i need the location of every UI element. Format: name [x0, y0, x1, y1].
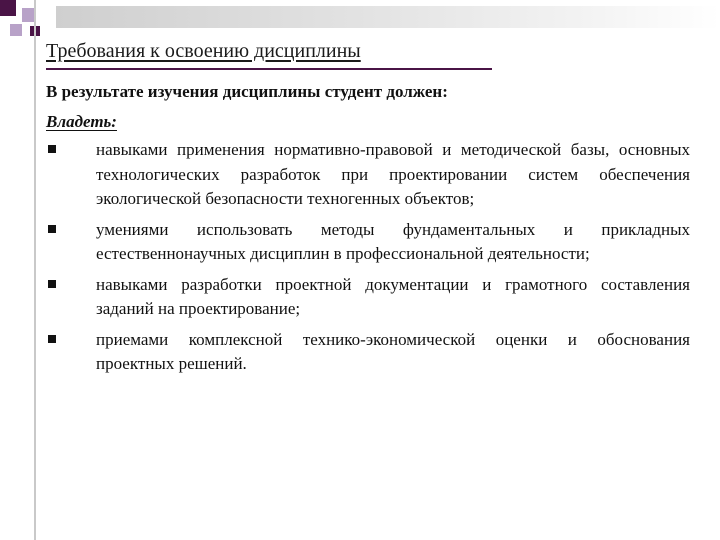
bullet-text: приемами комплексной технико-экономической оценки и обоснования проектных решений.: [96, 329, 690, 373]
square-bullet-icon: [48, 280, 56, 288]
bullet-list: [46, 138, 690, 383]
deco-square: [0, 0, 16, 16]
square-bullet-icon: [48, 145, 56, 153]
list-item: [46, 273, 690, 322]
bullet-text: навыками разработки проектной документации и грамотного составления заданий на проектирование;: [96, 274, 690, 318]
list-item: [46, 138, 690, 212]
deco-square: [10, 24, 22, 36]
lead-text: В результате изучения дисциплины студент должен:: [46, 82, 448, 101]
title-underline-rule: [46, 68, 492, 70]
vertical-guide-line: [34, 0, 36, 540]
subheading: Владеть:: [46, 112, 117, 131]
square-bullet-icon: [48, 335, 56, 343]
slide-title: Требования к освоению дисциплины: [46, 40, 361, 62]
list-item: [46, 218, 690, 267]
header-gradient-band: [56, 6, 720, 28]
bullet-text: навыками применения нормативно-правовой и методической базы, основных технологических разработок при проектировании систем обеспечения экологической безопасности техногенных объектов;: [96, 140, 690, 208]
list-item: [46, 328, 690, 377]
square-bullet-icon: [48, 225, 56, 233]
bullet-text: умениями использовать методы фундаментальных и прикладных естественнонаучных дисциплин в профессиональной деятельности;: [96, 219, 690, 263]
